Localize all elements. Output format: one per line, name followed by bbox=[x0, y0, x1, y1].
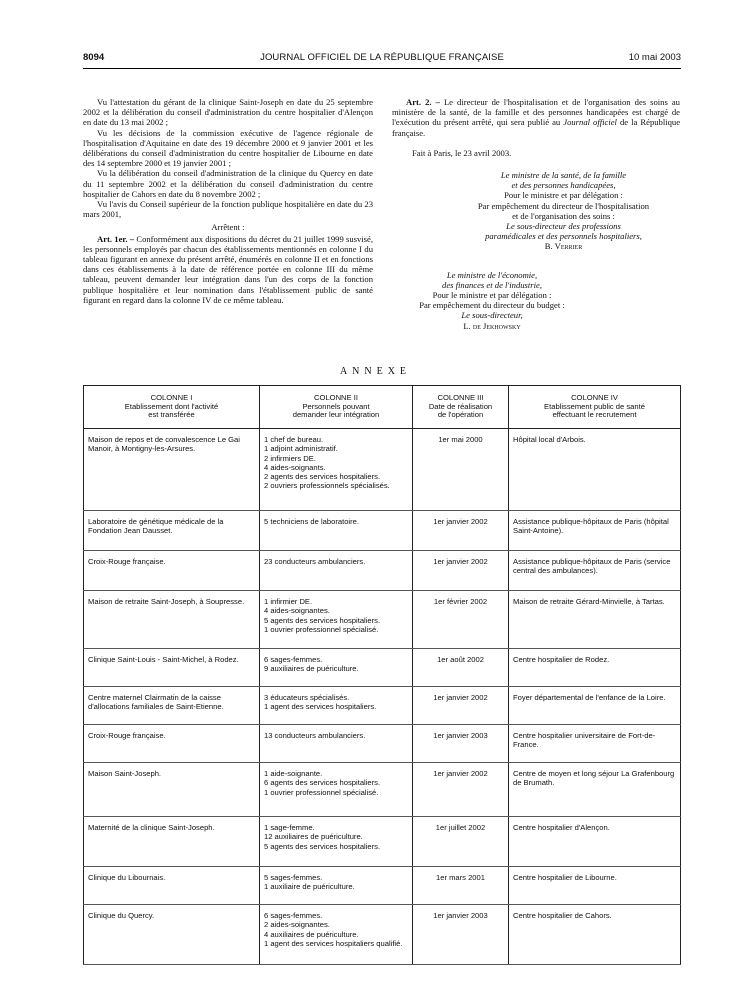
signature-block-economy bbox=[392, 270, 592, 331]
sig1-line1: Le ministre de la santé, de la famille bbox=[500, 170, 627, 181]
establishment-transferred-cell: Maison de repos et de convalescence Le Gai Manoir, à Montigny-les-Arsures. bbox=[84, 429, 260, 511]
sig1-line5: et de l'organisation des soins : bbox=[512, 210, 615, 221]
header-colonne-4: COLONNE IV Etablissement public de santé effectuant le recrutement bbox=[509, 386, 681, 429]
sig2-line1: Le ministre de l'économie, bbox=[446, 269, 538, 280]
personnel-item: 5 techniciens de laboratoire. bbox=[264, 517, 359, 526]
article-2-journal-name: Journal officiel bbox=[563, 117, 617, 128]
operation-date-cell: 1er mai 2000 bbox=[413, 429, 509, 511]
personnel-item: 2 ouvriers professionnels spécialisés. bbox=[264, 481, 390, 491]
personnel-item: 5 sages-femmes. bbox=[264, 873, 323, 882]
operation-date-cell: 1er mars 2001 bbox=[413, 867, 509, 905]
sig2-line3: Pour le ministre et par délégation : bbox=[432, 290, 552, 301]
establishment-transferred-cell: Maison Saint-Joseph. bbox=[84, 763, 260, 817]
operation-date-cell: 1er janvier 2002 bbox=[413, 763, 509, 817]
recruiting-establishment-cell: Centre hospitalier universitaire de Fort-de-France. bbox=[509, 725, 681, 763]
operation-date-cell: 1er juillet 2002 bbox=[413, 817, 509, 867]
personnel-item: 2 agents des services hospitaliers. bbox=[264, 472, 381, 482]
establishment-transferred-cell: Centre maternel Clairmatin de la caisse d'allocations familiales de Saint-Etienne. bbox=[84, 687, 260, 725]
recruiting-establishment-cell: Centre hospitalier d'Alençon. bbox=[509, 817, 681, 867]
sig1-signatory: B. Verrier bbox=[544, 241, 583, 252]
personnel-item: 6 sages-femmes. bbox=[264, 655, 323, 664]
personnel-item: 9 auxiliaires de puériculture. bbox=[264, 664, 359, 674]
personnel-item: 5 agents des services hospitaliers. bbox=[264, 615, 381, 625]
personnel-item: 13 conducteurs ambulanciers. bbox=[264, 731, 366, 740]
article-2-label: Art. 2. – bbox=[406, 97, 440, 107]
annexe-header-row bbox=[84, 386, 681, 429]
recruiting-establishment-cell: Hôpital local d'Arbois. bbox=[509, 429, 681, 511]
establishment-transferred-cell: Croix-Rouge française. bbox=[84, 725, 260, 763]
article-1 bbox=[83, 234, 373, 305]
operation-date-cell: 1er janvier 2003 bbox=[413, 725, 509, 763]
establishment-transferred-cell: Maison de retraite Saint-Joseph, à Soupresse. bbox=[84, 591, 260, 649]
header-colonne-3: COLONNE III Date de réalisation de l'opération bbox=[413, 386, 509, 429]
table-row bbox=[84, 905, 681, 965]
journal-title: JOURNAL OFFICIEL DE LA RÉPUBLIQUE FRANÇAISE bbox=[260, 52, 504, 63]
page-header bbox=[83, 48, 681, 69]
recruiting-establishment-cell: Centre hospitalier de Libourne. bbox=[509, 867, 681, 905]
arrete-heading: Arrêtent : bbox=[211, 222, 245, 233]
personnel-item: 3 éducateurs spécialisés. bbox=[264, 693, 350, 702]
signature-block-health bbox=[447, 170, 680, 252]
operation-date-cell: 1er janvier 2002 bbox=[413, 511, 509, 551]
operation-date-cell: 1er janvier 2002 bbox=[413, 687, 509, 725]
annexe-title: ANNEXE bbox=[339, 366, 412, 377]
operation-date-cell: 1er février 2002 bbox=[413, 591, 509, 649]
establishment-transferred-cell: Clinique Saint-Louis - Saint-Michel, à Rodez. bbox=[84, 649, 260, 687]
personnel-item: 23 conducteurs ambulanciers. bbox=[264, 557, 366, 566]
table-row bbox=[84, 687, 681, 725]
table-row bbox=[84, 551, 681, 591]
recruiting-establishment-cell: Centre de moyen et long séjour La Grafenbourg de Brumath. bbox=[509, 763, 681, 817]
personnel-item: 4 aides-soignants. bbox=[264, 462, 326, 472]
establishment-transferred-cell: Clinique du Quercy. bbox=[84, 905, 260, 965]
personnel-cell bbox=[260, 649, 413, 687]
sig1-line3: Pour le ministre et par délégation : bbox=[504, 190, 623, 201]
recruiting-establishment-cell: Centre hospitalier de Rodez. bbox=[509, 649, 681, 687]
operation-date-cell: 1er janvier 2003 bbox=[413, 905, 509, 965]
annexe-body bbox=[84, 429, 681, 965]
header-colonne-1: COLONNE I Etablissement dont l'activité est transférée bbox=[84, 386, 260, 429]
article-2 bbox=[392, 97, 680, 138]
personnel-cell bbox=[260, 763, 413, 817]
sig2-line2: des finances et de l'industrie, bbox=[442, 279, 542, 290]
visa-paragraph-1: Vu l'attestation du gérant de la clinique Saint-Joseph en date du 25 septembre 2002 et la délibération du conseil d'administration du centre hospitalier d'Alençon en date du 13 mai 2002 ; bbox=[83, 97, 373, 128]
operation-date-cell: 1er janvier 2002 bbox=[413, 551, 509, 591]
personnel-item: 2 aides-soignantes. bbox=[264, 920, 330, 930]
personnel-item: 4 aides-soignantes. bbox=[264, 606, 330, 616]
article-1-text: Conformément aux dispositions du décret du 21 juillet 1999 susvisé, les personnels employés par chacun des établissements mentionnés en colonne I du tableau figurant en annexe du présent arrêté, énumérés en colonne II et en fonctions dans ces établissements à la date de référence portée en colonne III du même tableau, peuvent demander leur intégration dans l'un des corps de la fonction publique hospitalière et leur nomination dans l'établissement public de santé figurant en regard dans la colonne IV de ce même tableau. bbox=[83, 233, 373, 305]
sig1-line4: Par empêchement du directeur de l'hospitalisation bbox=[477, 200, 650, 211]
table-row bbox=[84, 511, 681, 551]
table-row bbox=[84, 817, 681, 867]
establishment-transferred-cell: Croix-Rouge française. bbox=[84, 551, 260, 591]
personnel-item: 1 ouvrier professionnel spécialisé. bbox=[264, 787, 379, 797]
sig2-line4: Par empêchement du directeur du budget : bbox=[419, 300, 565, 311]
left-column bbox=[83, 97, 373, 305]
table-row bbox=[84, 591, 681, 649]
header-colonne-2: COLONNE II Personnels pouvant demander leur intégration bbox=[260, 386, 413, 429]
table-row bbox=[84, 649, 681, 687]
article-2-text-1: Le directeur de l'hospitalisation et de l'organisation des soins au ministère de la santé, de la famille et des personnes handicapées est chargé de l'exécution du présent arrêté, qui sera publié au bbox=[392, 97, 680, 128]
annexe-table bbox=[83, 385, 681, 965]
personnel-item: 6 sages-femmes. bbox=[264, 911, 323, 920]
establishment-transferred-cell: Laboratoire de génétique médicale de la Fondation Jean Dausset. bbox=[84, 511, 260, 551]
sig1-line6: Le sous-directeur des professions bbox=[506, 221, 621, 232]
signing-place-date: Fait à Paris, le 23 avril 2003. bbox=[412, 147, 512, 158]
table-row bbox=[84, 867, 681, 905]
personnel-cell bbox=[260, 551, 413, 591]
personnel-item: 5 agents des services hospitaliers. bbox=[264, 841, 381, 851]
personnel-cell bbox=[260, 867, 413, 905]
personnel-cell bbox=[260, 591, 413, 649]
sig2-line5: Le sous-directeur, bbox=[461, 310, 523, 321]
personnel-item: 12 auxiliaires de puériculture. bbox=[264, 832, 363, 842]
recruiting-establishment-cell: Centre hospitalier de Cahors. bbox=[509, 905, 681, 965]
personnel-cell bbox=[260, 725, 413, 763]
sig1-line2: et des personnes handicapées, bbox=[511, 180, 616, 191]
personnel-cell bbox=[260, 817, 413, 867]
personnel-item: 1 adjoint administratif. bbox=[264, 444, 338, 454]
personnel-item: 6 agents des services hospitaliers. bbox=[264, 778, 381, 788]
personnel-cell bbox=[260, 429, 413, 511]
personnel-item: 1 ouvrier professionnel spécialisé. bbox=[264, 624, 379, 634]
personnel-item: 1 auxiliaire de puériculture. bbox=[264, 882, 355, 892]
establishment-transferred-cell: Maternité de la clinique Saint-Joseph. bbox=[84, 817, 260, 867]
recruiting-establishment-cell: Assistance publique-hôpitaux de Paris (service central des ambulances). bbox=[509, 551, 681, 591]
issue-date: 10 mai 2003 bbox=[628, 52, 681, 63]
article-2-text-2: de la République française. bbox=[392, 117, 681, 138]
article-1-label: Art. 1er. – bbox=[97, 233, 135, 244]
personnel-item: 1 infirmier DE. bbox=[264, 597, 313, 606]
visa-paragraph-3: Vu la délibération du conseil d'administration de la clinique du Quercy en date du 11 septembre 2002 et la délibération du conseil d'administration du centre hospitalier de Cahors en date du 8 novembre 2002 ; bbox=[83, 168, 373, 199]
visa-paragraph-4: Vu l'avis du Conseil supérieur de la fonction publique hospitalière en date du 23 mars 2001, bbox=[83, 199, 373, 220]
operation-date-cell: 1er août 2002 bbox=[413, 649, 509, 687]
personnel-item: 1 chef de bureau. bbox=[264, 435, 324, 444]
personnel-item: 1 agent des services hospitaliers qualifié. bbox=[264, 938, 403, 948]
page-number: 8094 bbox=[83, 52, 105, 63]
table-row bbox=[84, 763, 681, 817]
table-row bbox=[84, 429, 681, 511]
visa-paragraph-2: Vu les décisions de la commission exécutive de l'agence régionale de l'hospitalisation d'Aquitaine en date des 19 décembre 2000 et 9 janvier 2001 et les délibérations du conseil d'administration du centre hospitalier de Libourne en date des 14 septembre 2000 et 19 janvier 2001 ; bbox=[83, 127, 373, 169]
personnel-cell bbox=[260, 905, 413, 965]
personnel-item: 1 agent des services hospitaliers. bbox=[264, 702, 377, 712]
right-column bbox=[392, 97, 680, 331]
table-row bbox=[84, 725, 681, 763]
personnel-item: 1 aide-soignante. bbox=[264, 769, 323, 778]
personnel-item: 2 infirmiers DE. bbox=[264, 453, 316, 463]
personnel-cell bbox=[260, 687, 413, 725]
personnel-item: 4 auxiliaires de puériculture. bbox=[264, 929, 359, 939]
personnel-item: 1 sage-femme. bbox=[264, 823, 315, 832]
personnel-cell bbox=[260, 511, 413, 551]
sig1-line7: paramédicales et des personnels hospitaliers, bbox=[485, 231, 642, 242]
establishment-transferred-cell: Clinique du Libournais. bbox=[84, 867, 260, 905]
recruiting-establishment-cell: Assistance publique-hôpitaux de Paris (hôpital Saint-Antoine). bbox=[509, 511, 681, 551]
sig2-signatory: L. de Jekhowsky bbox=[463, 320, 521, 331]
recruiting-establishment-cell: Maison de retraite Gérard-Minvielle, à Tartas. bbox=[509, 591, 681, 649]
recruiting-establishment-cell: Foyer départemental de l'enfance de la Loire. bbox=[509, 687, 681, 725]
